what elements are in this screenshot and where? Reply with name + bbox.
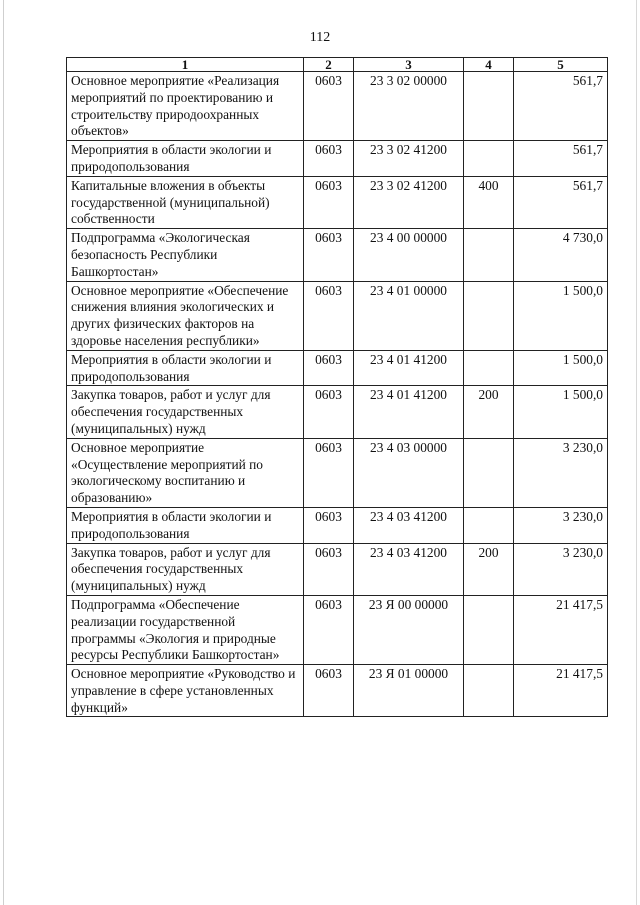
row-section-cell: 0603 [304, 72, 354, 141]
table-row [67, 141, 608, 177]
row-section-cell: 0603 [304, 141, 354, 177]
row-expense-type-cell: 400 [464, 176, 514, 228]
table-row [67, 229, 608, 281]
row-section-cell: 0603 [304, 350, 354, 386]
row-amount-cell: 1 500,0 [514, 350, 608, 386]
row-target-cell: 23 4 03 41200 [354, 543, 464, 595]
table-row [67, 176, 608, 228]
row-expense-type-cell: 200 [464, 543, 514, 595]
row-target-cell: 23 4 01 41200 [354, 350, 464, 386]
scan-edge-right [636, 0, 637, 905]
row-expense-type-cell [464, 141, 514, 177]
table-row [67, 72, 608, 141]
row-amount-cell: 3 230,0 [514, 543, 608, 595]
row-target-cell: 23 3 02 41200 [354, 141, 464, 177]
column-header-5: 5 [514, 58, 608, 72]
row-target-cell: 23 Я 00 00000 [354, 595, 464, 664]
row-target-cell: 23 4 03 00000 [354, 438, 464, 507]
row-section-cell: 0603 [304, 281, 354, 350]
row-expense-type-cell [464, 438, 514, 507]
column-header-1: 1 [67, 58, 304, 72]
scan-edge-left [3, 0, 4, 905]
row-amount-cell: 561,7 [514, 141, 608, 177]
row-name-cell: Мероприятия в области экологии и природопользования [67, 141, 304, 177]
row-target-cell: 23 4 00 00000 [354, 229, 464, 281]
column-header-4: 4 [464, 58, 514, 72]
row-section-cell: 0603 [304, 438, 354, 507]
table-row [67, 350, 608, 386]
row-name-cell: Основное мероприятие «Руководство и управление в сфере установленных функций» [67, 665, 304, 717]
row-section-cell: 0603 [304, 507, 354, 543]
row-amount-cell: 21 417,5 [514, 595, 608, 664]
row-name-cell: Подпрограмма «Экологическая безопасность Республики Башкортостан» [67, 229, 304, 281]
row-section-cell: 0603 [304, 176, 354, 228]
row-expense-type-cell [464, 229, 514, 281]
row-target-cell: 23 4 03 41200 [354, 507, 464, 543]
row-name-cell: Мероприятия в области экологии и природопользования [67, 350, 304, 386]
table-row [67, 543, 608, 595]
row-amount-cell: 3 230,0 [514, 438, 608, 507]
row-expense-type-cell [464, 595, 514, 664]
row-expense-type-cell [464, 281, 514, 350]
row-section-cell: 0603 [304, 543, 354, 595]
row-expense-type-cell [464, 507, 514, 543]
row-section-cell: 0603 [304, 229, 354, 281]
table-row [67, 595, 608, 664]
row-name-cell: Капитальные вложения в объекты государственной (муниципальной) собственности [67, 176, 304, 228]
row-section-cell: 0603 [304, 595, 354, 664]
table-row [67, 438, 608, 507]
row-target-cell: 23 4 01 00000 [354, 281, 464, 350]
row-target-cell: 23 4 01 41200 [354, 386, 464, 438]
row-section-cell: 0603 [304, 665, 354, 717]
row-name-cell: Подпрограмма «Обеспечение реализации государственной программы «Экология и природные ресурсы Республики Башкортостан» [67, 595, 304, 664]
row-target-cell: 23 Я 01 00000 [354, 665, 464, 717]
table-row [67, 386, 608, 438]
row-name-cell: Основное мероприятие «Обеспечение снижения влияния экологических и других физических факторов на здоровье населения республики» [67, 281, 304, 350]
row-expense-type-cell [464, 350, 514, 386]
row-name-cell: Основное мероприятие «Реализация мероприятий по проектированию и строительству природоохранных объектов» [67, 72, 304, 141]
row-section-cell: 0603 [304, 386, 354, 438]
row-name-cell: Основное мероприятие «Осуществление мероприятий по экологическому воспитанию и образованию» [67, 438, 304, 507]
row-name-cell: Мероприятия в области экологии и природопользования [67, 507, 304, 543]
header-row [67, 58, 608, 72]
row-expense-type-cell [464, 72, 514, 141]
table-row [67, 507, 608, 543]
column-header-2: 2 [304, 58, 354, 72]
table-row [67, 281, 608, 350]
row-amount-cell: 1 500,0 [514, 281, 608, 350]
row-amount-cell: 21 417,5 [514, 665, 608, 717]
row-target-cell: 23 3 02 41200 [354, 176, 464, 228]
row-amount-cell: 3 230,0 [514, 507, 608, 543]
row-expense-type-cell [464, 665, 514, 717]
column-header-3: 3 [354, 58, 464, 72]
page-number: 112 [309, 30, 331, 45]
row-name-cell: Закупка товаров, работ и услуг для обеспечения государственных (муниципальных) нужд [67, 386, 304, 438]
row-amount-cell: 4 730,0 [514, 229, 608, 281]
table-body [67, 72, 608, 717]
row-expense-type-cell: 200 [464, 386, 514, 438]
budget-table [66, 57, 608, 717]
row-amount-cell: 561,7 [514, 176, 608, 228]
row-target-cell: 23 3 02 00000 [354, 72, 464, 141]
row-amount-cell: 1 500,0 [514, 386, 608, 438]
row-name-cell: Закупка товаров, работ и услуг для обеспечения государственных (муниципальных) нужд [67, 543, 304, 595]
row-amount-cell: 561,7 [514, 72, 608, 141]
table-header [67, 58, 608, 72]
table-row [67, 665, 608, 717]
